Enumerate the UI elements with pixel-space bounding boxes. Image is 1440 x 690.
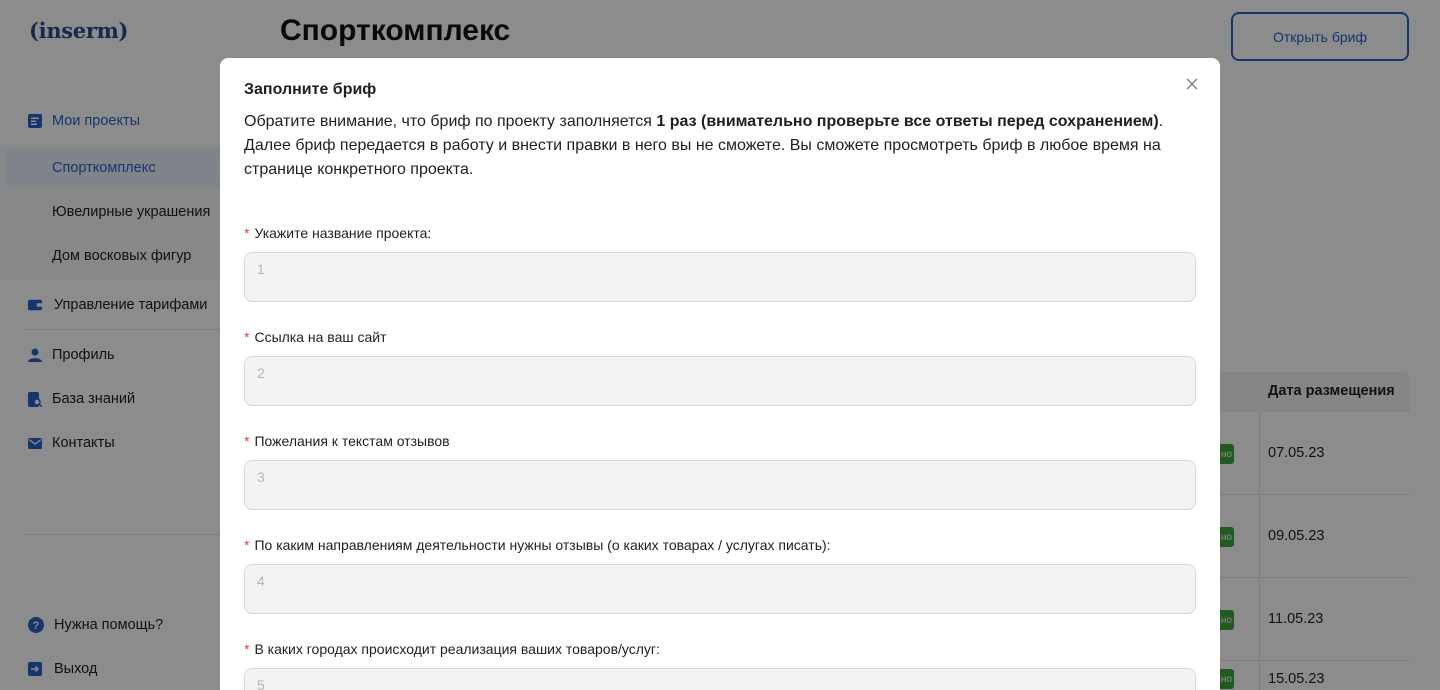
- page-title: Спорткомплекс: [280, 14, 511, 47]
- brief-notice: [244, 110, 1194, 182]
- sidebar-subitem-jewelry[interactable]: Ювелирные украшения: [52, 204, 211, 220]
- field-label-activity-directions: * По каким направлениям деятельности нужны отзывы (о каких товарах / услугах писать):: [244, 537, 831, 553]
- table-cell-date: 15.05.23: [1268, 671, 1325, 687]
- status-badge: но: [1212, 527, 1234, 547]
- sidebar-subitem-sportcomplex[interactable]: Спорткомплекс: [5, 149, 250, 187]
- sidebar-item-label: Контакты: [52, 435, 115, 451]
- required-mark: *: [244, 537, 250, 553]
- required-mark: *: [244, 329, 250, 345]
- sidebar-item-label: База знаний: [52, 391, 136, 407]
- column-header-date: Дата размещения: [1268, 383, 1395, 399]
- modal-title: Заполните бриф: [244, 81, 377, 98]
- status-badge: но: [1212, 669, 1234, 689]
- sidebar-item-label: Выход: [54, 661, 98, 677]
- website-field[interactable]: [244, 356, 1196, 406]
- sidebar-item-label: Нужна помощь?: [54, 617, 164, 633]
- status-badge: но: [1212, 610, 1234, 630]
- sidebar-item-label: Мои проекты: [52, 113, 141, 129]
- field-label-cities: * В каких городах происходит реализация ваших товаров/услуг:: [244, 641, 660, 657]
- table-cell-date: 07.05.23: [1268, 445, 1325, 461]
- close-icon: [1186, 77, 1198, 95]
- required-mark: *: [244, 641, 250, 657]
- svg-text:?: ?: [32, 620, 40, 632]
- table-cell-date: 09.05.23: [1268, 528, 1325, 544]
- project-name-field[interactable]: [244, 252, 1196, 302]
- review-wishes-field[interactable]: [244, 460, 1196, 510]
- cities-field[interactable]: [244, 668, 1196, 690]
- close-button[interactable]: [1182, 76, 1202, 96]
- sidebar-subitem-wax-museum[interactable]: Дом восковых фигур: [52, 248, 192, 264]
- required-mark: *: [244, 433, 250, 449]
- field-label-website: * Ссылка на ваш сайт: [244, 329, 387, 345]
- required-mark: *: [244, 225, 250, 241]
- open-brief-button[interactable]: Открыть бриф: [1231, 12, 1409, 61]
- field-label-review-wishes: * Пожелания к текстам отзывов: [244, 433, 450, 449]
- field-label-project-name: * Укажите название проекта:: [244, 225, 432, 241]
- brief-modal: [220, 58, 1220, 690]
- sidebar-item-label: Управление тарифами: [54, 297, 208, 313]
- activity-directions-field[interactable]: [244, 564, 1196, 614]
- logo[interactable]: (inserm): [29, 18, 129, 43]
- table-cell-date: 11.05.23: [1268, 611, 1324, 627]
- notice-emphasis: 1 раз (внимательно проверьте все ответы перед сохранением): [656, 113, 1159, 130]
- notice-text: . Далее бриф передается в работу и внести правки в него вы не сможете. Вы сможете просмотреть бриф в любое время на странице конкретного проекта.: [244, 113, 1164, 178]
- sidebar-item-label: Профиль: [52, 347, 115, 363]
- status-badge: но: [1212, 444, 1234, 464]
- notice-text: Обратите внимание, что бриф по проекту заполняется: [244, 113, 657, 130]
